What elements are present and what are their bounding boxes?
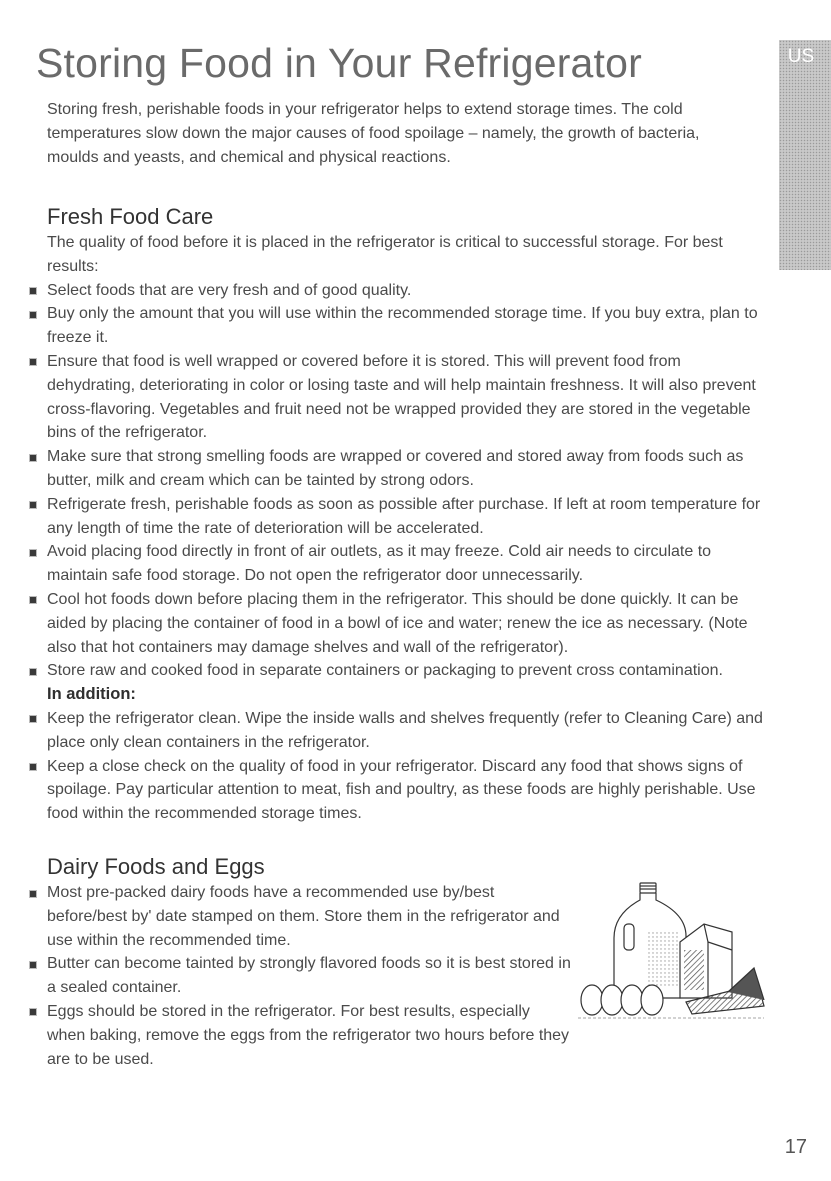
list-item-text: Eggs should be stored in the refrigerator. For best results, especially when baking, remove the eggs from the refrigerator two hours before they are to be used. bbox=[47, 1002, 570, 1068]
list-item bbox=[26, 493, 771, 541]
fresh-food-heading: Fresh Food Care bbox=[47, 204, 214, 229]
bullet-icon bbox=[29, 715, 37, 723]
intro-paragraph: Storing fresh, perishable foods in your refrigerator helps to extend storage times. The cold temperatures slow down the major causes of food spoilage – namely, the growth of bacteria, moulds and yeasts, and chemical and physical reactions. bbox=[47, 101, 700, 166]
dairy-section bbox=[26, 853, 571, 1071]
dairy-list bbox=[26, 881, 571, 1071]
bullet-icon bbox=[29, 454, 37, 462]
dairy-heading: Dairy Foods and Eggs bbox=[47, 854, 265, 879]
list-item-text: Keep a close check on the quality of food in your refrigerator. Discard any food that shows signs of spoilage. Pay particular attention to meat, fish and poultry, as these foods are highly perishable. Use food within the recommended storage times. bbox=[47, 757, 756, 823]
fresh-food-intro: The quality of food before it is placed in the refrigerator is critical to successful storage. For best results: bbox=[47, 234, 723, 275]
bullet-icon bbox=[29, 668, 37, 676]
bullet-icon bbox=[29, 287, 37, 295]
list-item-text: Avoid placing food directly in front of air outlets, as it may freeze. Cold air needs to circulate to maintain safe food storage. Do not open the refrigerator door unnecessarily. bbox=[47, 543, 712, 585]
list-item bbox=[26, 755, 771, 826]
list-item-text: Make sure that strong smelling foods are wrapped or covered and stored away from foods such as butter, milk and cream which can be tainted by strong odors. bbox=[47, 448, 744, 489]
list-item-text: Most pre-packed dairy foods have a recommended use by/best before/best by' date stamped on them. Store them in the refrigerator and use within the recommended time. bbox=[47, 884, 560, 949]
bullet-icon bbox=[29, 501, 37, 509]
list-item bbox=[26, 1000, 571, 1071]
language-tab bbox=[779, 40, 831, 270]
bullet-icon bbox=[29, 890, 37, 898]
page-title: Storing Food in Your Refrigerator bbox=[36, 40, 643, 86]
milk-carton-icon bbox=[680, 924, 732, 998]
list-item-text: Keep the refrigerator clean. Wipe the inside walls and shelves frequently (refer to Cleaning Care) and place only clean containers in the refrigerator. bbox=[47, 709, 763, 751]
list-item-text: Cool hot foods down before placing them in the refrigerator. This should be done quickly. It can be aided by placing the container of food in a bowl of ice and water; renew the ice as necessary. (Note also that hot containers may damage shelves and wall of the refrigerator). bbox=[47, 590, 748, 656]
in-addition-heading: In addition: bbox=[47, 685, 136, 704]
list-item bbox=[26, 881, 571, 952]
bullet-icon bbox=[29, 358, 37, 366]
eggs-icon bbox=[581, 985, 663, 1015]
list-item bbox=[26, 350, 771, 445]
fresh-food-list bbox=[26, 279, 771, 684]
list-item bbox=[26, 540, 771, 588]
list-item-text: Refrigerate fresh, perishable foods as soon as possible after purchase. If left at room temperature for any length of time the rate of deterioration will be accelerated. bbox=[47, 495, 761, 537]
fresh-food-section bbox=[26, 203, 771, 826]
bullet-icon bbox=[29, 1008, 37, 1016]
page-number: 17 bbox=[784, 1136, 807, 1158]
list-item bbox=[26, 302, 771, 350]
list-item bbox=[26, 707, 771, 755]
list-item-text: Butter can become tainted by strongly flavored foods so it is best stored in a sealed container. bbox=[47, 955, 571, 997]
dairy-illustration bbox=[568, 880, 768, 1020]
milk-jug-icon bbox=[614, 883, 686, 998]
list-item bbox=[26, 279, 771, 303]
bullet-icon bbox=[29, 961, 37, 969]
list-item-text: Store raw and cooked food in separate containers or packaging to prevent cross contamination. bbox=[47, 662, 723, 680]
list-item-text: Select foods that are very fresh and of good quality. bbox=[47, 281, 412, 299]
list-item-text: Buy only the amount that you will use within the recommended storage time. If you buy extra, plan to freeze it. bbox=[47, 305, 758, 347]
bullet-icon bbox=[29, 549, 37, 557]
list-item bbox=[26, 588, 771, 659]
list-item bbox=[26, 952, 571, 1000]
bullet-icon bbox=[29, 311, 37, 319]
in-addition-list bbox=[26, 707, 771, 826]
list-item bbox=[26, 445, 771, 493]
intro-section bbox=[26, 98, 726, 169]
bullet-icon bbox=[29, 763, 37, 771]
list-item bbox=[26, 659, 771, 683]
language-tab-label: US bbox=[787, 46, 815, 67]
list-item-text: Ensure that food is well wrapped or covered before it is stored. This will prevent food from dehydrating, deteriorating in color or losing taste and will help maintain freshness. It will also prevent cross-flavoring. Vegetables and fruit need not be wrapped provided they are stored in the vegetable bins of the refrigerator. bbox=[47, 352, 756, 442]
bullet-icon bbox=[29, 596, 37, 604]
